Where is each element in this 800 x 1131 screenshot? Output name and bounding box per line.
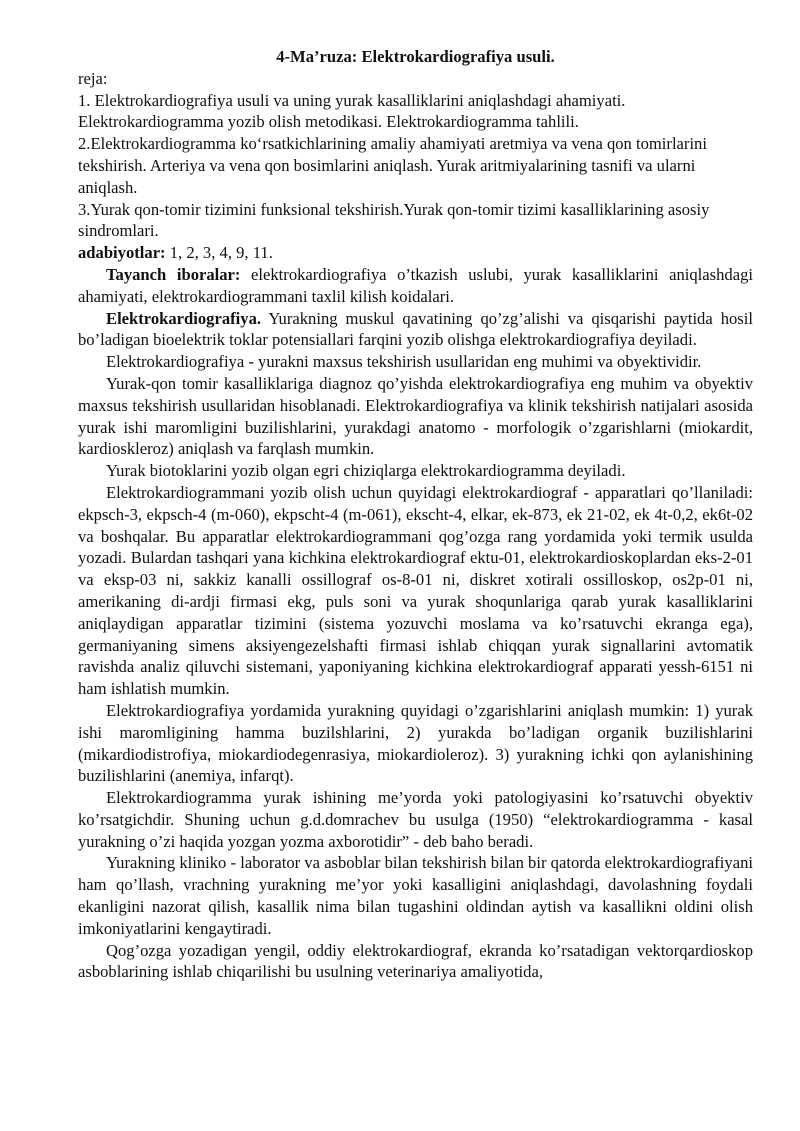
definition-text: Yurakning muskul qavatining qo’zg’alishi va qisqarishi paytida hosil bo’ladigan bioelektrik toklar potensiallari farqini yozib olishga elektrokardiografiya deyiladi.: [78, 308, 753, 350]
definition-paragraph: [78, 308, 753, 352]
body-paragraph: Yurak biotoklarini yozib olgan egri chiziqlarga elektrokardiogramma deyiladi.: [106, 461, 626, 481]
body-paragraph: Yurakning kliniko - laborator va asboblar bilan tekshirish bilan bir qatorda elektrokardiografiyani ham qo’llash, vrachning yurakning me’yor yoki kasalligini aniqlashdagi, davolashning foydali ekanligini nazorat qilish, kasallik nima bilan tugashini oldindan aytish va kasallikni oldini olish imkoniyatlarini kengaytiradi.: [78, 853, 753, 938]
keywords-text: elektrokardiografiya o’tkazish uslubi, yurak kasalliklarini aniqlashdagi ahamiyati, elektrokardiogrammani taxlil kilish koidalari.: [78, 264, 753, 306]
references-value: 1, 2, 3, 4, 9, 11.: [165, 243, 273, 263]
references-line: [78, 242, 753, 264]
references-label: adabiyotlar:: [78, 243, 166, 263]
keywords-paragraph: [78, 264, 753, 308]
lecture-page: [78, 46, 753, 983]
lecture-title: 4-Ma’ruza: Elektrokardiografiya usuli.: [276, 47, 555, 66]
body-paragraph: Elektrokardiografiya yordamida yurakning quyidagi o’zgarishlarini aniqlash mumkin: 1) yurak ishi maromligining hamma buzilshlarini, 2) yurakda bo’ladigan organik buzilishlarini (mikardiodistrofiya, miokardiodegenrasiya, miokardioleroz). 3) yurakning ichki qon aylanishining buzilishlarini (anemiya, infarqt).: [78, 700, 753, 786]
body-paragraph: Elektrokardiogramma yurak ishining me’yorda yoki patologiyasini ko’rsatuvchi obyektiv ko’rsatgichdir. Shuning uchun g.d.domrachev bu usulga (1950) “elektrokardiogramma - kasal yurakning o’zi haqida yozgan yozma axborotidir” - deb baho beradi.: [78, 788, 753, 851]
body-paragraph: Elektrokardiografiya - yurakni maxsus tekshirish usullaridan eng muhimi va obyektividir.: [106, 352, 702, 372]
body-paragraph: Yurak-qon tomir kasalliklariga diagnoz qo’yishda elektrokardiografiya eng muhim va obyektiv maxsus tekshirish usullaridan hisoblanadi. Elektrokardiografiya va klinik tekshirish natijalari asosida yurak ishi maromligini buzilishlarini, yurakdagi anatomo - morfologik o’zgarishlarni (miokardit, kardioskleroz) aniqlash va farqlash mumkin.: [78, 373, 753, 459]
body-paragraph: Elektrokardiogrammani yozib olish uchun quyidagi elektrokardiograf - apparatlari qo’llaniladi: ekpsch-3, ekpsch-4 (m-060), ekpscht-4 (m-061), ekscht-4, elkar, ek-873, ek 21-02, ek 4t-0,2, ek6t-02 va boshqalar. Bu apparatlar elektrokardiogrammani qog’ozga rang yordamida yoki termik usulda yozadi. Bulardan tashqari yana kichkina elektrokardiograf ektu-01, elektrokardioskoplardan eks-2-01 va eksp-03 ni, sakkiz kanalli ossillograf os-8-01 ni, diskret xotirali ossilloskop, os2p-01 ni, amerikaning di-ardji firmasi ekg, puls soni va yurak shoqunlariga qarab yurak kasalliklarini aniqlaydigan apparatlar tizimini (sistema yozuvchi moslama va ko’rsatuvchi ekranga ega), germaniyaning simens aksiyengezelshafti firmasi ishlab chiqqan yurak signallarini avtomatik ravishda analiz qiluvchi sistemani, yaponiyaning kichkina elektrokardiograf apparati yessh-6151 ni ham ishlatish mumkin.: [78, 482, 753, 699]
body-paragraph: Qog’ozga yozadigan yengil, oddiy elektrokardiograf, ekranda ko’rsatadigan vektorqardioskop asboblarining ishlab chiqarilishi bu usulning veterinariya amaliyotida,: [78, 940, 753, 982]
definition-term: Elektrokardiografiya.: [106, 308, 262, 328]
plan-item-3: 3.Yurak qon-tomir tizimini funksional tekshirish.Yurak qon-tomir tizimi kasalliklarining asosiy sindromlari.: [78, 199, 710, 241]
plan-label: reja:: [78, 68, 108, 88]
keywords-label: Tayanch iboralar:: [106, 264, 241, 284]
plan-item-2: 2.Elektrokardiogramma ko‘rsatkichlarining amaliy ahamiyati aretmiya va vena qon tomirlarini tekshirish. Arteriya va vena qon bosimlarini aniqlash. Yurak aritmiyalarining tasnifi va ularni aniqlash.: [78, 134, 707, 197]
plan-item-1: 1. Elektrokardiografiya usuli va uning yurak kasalliklarini aniqlashdagi ahamiyati. Elektrokardiogramma yozib olish metodikasi. Elektrokardiogramma tahlili.: [78, 90, 626, 132]
